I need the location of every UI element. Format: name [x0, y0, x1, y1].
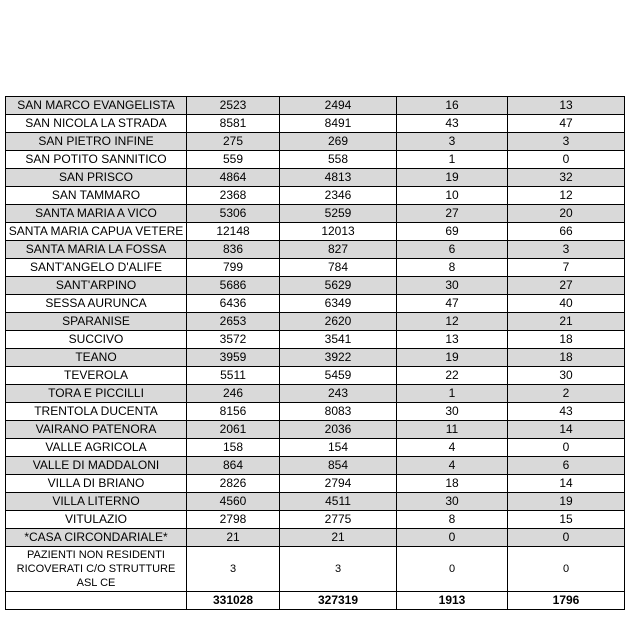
value-col-3: 11 — [397, 421, 508, 439]
value-col-3: 10 — [397, 187, 508, 205]
value-col-1: 864 — [187, 457, 280, 475]
value-col-3: 43 — [397, 115, 508, 133]
value-col-4: 14 — [508, 475, 625, 493]
municipality-name: SPARANISE — [6, 313, 187, 331]
value-col-2: 827 — [280, 241, 397, 259]
totals-value-1: 331028 — [187, 592, 280, 610]
value-col-2: 558 — [280, 151, 397, 169]
totals-row — [6, 592, 625, 610]
value-col-1: 2826 — [187, 475, 280, 493]
value-col-1: 2368 — [187, 187, 280, 205]
value-col-4: 0 — [508, 547, 625, 592]
value-col-4: 15 — [508, 511, 625, 529]
table-row — [6, 277, 625, 295]
value-col-4: 40 — [508, 295, 625, 313]
value-col-1: 5306 — [187, 205, 280, 223]
value-col-3: 0 — [397, 529, 508, 547]
table-row — [6, 367, 625, 385]
value-col-3: 13 — [397, 331, 508, 349]
value-col-4: 7 — [508, 259, 625, 277]
table-row — [6, 223, 625, 241]
value-col-1: 799 — [187, 259, 280, 277]
value-col-2: 3541 — [280, 331, 397, 349]
table-row — [6, 115, 625, 133]
municipality-name: TEVEROLA — [6, 367, 187, 385]
municipality-name: VALLE DI MADDALONI — [6, 457, 187, 475]
value-col-4: 30 — [508, 367, 625, 385]
value-col-2: 269 — [280, 133, 397, 151]
value-col-2: 4813 — [280, 169, 397, 187]
value-col-1: 8156 — [187, 403, 280, 421]
table-row — [6, 97, 625, 115]
value-col-2: 5459 — [280, 367, 397, 385]
value-col-3: 8 — [397, 259, 508, 277]
municipality-name: SESSA AURUNCA — [6, 295, 187, 313]
value-col-1: 6436 — [187, 295, 280, 313]
value-col-4: 47 — [508, 115, 625, 133]
value-col-2: 2794 — [280, 475, 397, 493]
value-col-3: 19 — [397, 349, 508, 367]
value-col-1: 8581 — [187, 115, 280, 133]
value-col-2: 6349 — [280, 295, 397, 313]
value-col-3: 4 — [397, 457, 508, 475]
value-col-1: 3 — [187, 547, 280, 592]
value-col-2: 2494 — [280, 97, 397, 115]
value-col-3: 18 — [397, 475, 508, 493]
municipality-name: SANT'ANGELO D'ALIFE — [6, 259, 187, 277]
value-col-2: 154 — [280, 439, 397, 457]
municipality-name: VITULAZIO — [6, 511, 187, 529]
value-col-4: 32 — [508, 169, 625, 187]
table-row — [6, 457, 625, 475]
value-col-1: 21 — [187, 529, 280, 547]
totals-value-2: 327319 — [280, 592, 397, 610]
table-row — [6, 529, 625, 547]
value-col-4: 21 — [508, 313, 625, 331]
value-col-1: 158 — [187, 439, 280, 457]
value-col-1: 559 — [187, 151, 280, 169]
value-col-3: 0 — [397, 547, 508, 592]
value-col-2: 2775 — [280, 511, 397, 529]
table-row — [6, 151, 625, 169]
table-row — [6, 205, 625, 223]
value-col-4: 6 — [508, 457, 625, 475]
table-row — [6, 439, 625, 457]
table-row — [6, 475, 625, 493]
value-col-2: 12013 — [280, 223, 397, 241]
municipality-name: SAN NICOLA LA STRADA — [6, 115, 187, 133]
municipality-name: SANTA MARIA A VICO — [6, 205, 187, 223]
value-col-4: 18 — [508, 331, 625, 349]
table-row — [6, 385, 625, 403]
municipality-name: SANTA MARIA CAPUA VETERE — [6, 223, 187, 241]
value-col-4: 12 — [508, 187, 625, 205]
table-row — [6, 133, 625, 151]
value-col-3: 6 — [397, 241, 508, 259]
municipality-name: VALLE AGRICOLA — [6, 439, 187, 457]
value-col-3: 3 — [397, 133, 508, 151]
table-row — [6, 295, 625, 313]
value-col-4: 2 — [508, 385, 625, 403]
totals-value-3: 1913 — [397, 592, 508, 610]
municipality-name: *CASA CIRCONDARIALE* — [6, 529, 187, 547]
value-col-3: 12 — [397, 313, 508, 331]
value-col-2: 2620 — [280, 313, 397, 331]
municipality-name: SAN PIETRO INFINE — [6, 133, 187, 151]
totals-label — [6, 592, 187, 610]
municipality-name: TORA E PICCILLI — [6, 385, 187, 403]
municipality-name: SAN MARCO EVANGELISTA — [6, 97, 187, 115]
value-col-3: 30 — [397, 493, 508, 511]
value-col-3: 69 — [397, 223, 508, 241]
value-col-4: 0 — [508, 529, 625, 547]
value-col-1: 4864 — [187, 169, 280, 187]
value-col-1: 836 — [187, 241, 280, 259]
value-col-3: 30 — [397, 277, 508, 295]
municipality-name: TEANO — [6, 349, 187, 367]
table-row — [6, 169, 625, 187]
value-col-2: 3922 — [280, 349, 397, 367]
value-col-2: 4511 — [280, 493, 397, 511]
value-col-2: 854 — [280, 457, 397, 475]
municipality-name: VILLA LITERNO — [6, 493, 187, 511]
value-col-4: 14 — [508, 421, 625, 439]
table-row — [6, 187, 625, 205]
table-row — [6, 511, 625, 529]
table-row — [6, 331, 625, 349]
table-row — [6, 313, 625, 331]
value-col-1: 275 — [187, 133, 280, 151]
value-col-2: 8491 — [280, 115, 397, 133]
value-col-3: 30 — [397, 403, 508, 421]
value-col-1: 2798 — [187, 511, 280, 529]
value-col-2: 21 — [280, 529, 397, 547]
value-col-1: 5686 — [187, 277, 280, 295]
value-col-4: 27 — [508, 277, 625, 295]
municipality-name: SANT'ARPINO — [6, 277, 187, 295]
municipality-name: SAN PRISCO — [6, 169, 187, 187]
municipality-name: SAN POTITO SANNITICO — [6, 151, 187, 169]
municipality-name: VAIRANO PATENORA — [6, 421, 187, 439]
table-row — [6, 403, 625, 421]
value-col-2: 784 — [280, 259, 397, 277]
value-col-2: 243 — [280, 385, 397, 403]
value-col-1: 2061 — [187, 421, 280, 439]
value-col-4: 43 — [508, 403, 625, 421]
value-col-1: 3572 — [187, 331, 280, 349]
municipality-table-container — [5, 96, 625, 610]
value-col-4: 0 — [508, 439, 625, 457]
value-col-4: 20 — [508, 205, 625, 223]
table-row — [6, 493, 625, 511]
value-col-2: 8083 — [280, 403, 397, 421]
municipality-name: PAZIENTI NON RESIDENTI RICOVERATI C/O STRUTTURE ASL CE — [6, 547, 187, 592]
value-col-4: 0 — [508, 151, 625, 169]
municipality-name: SUCCIVO — [6, 331, 187, 349]
value-col-4: 66 — [508, 223, 625, 241]
value-col-1: 3959 — [187, 349, 280, 367]
value-col-3: 8 — [397, 511, 508, 529]
municipality-table — [5, 96, 625, 610]
value-col-3: 27 — [397, 205, 508, 223]
value-col-2: 5259 — [280, 205, 397, 223]
value-col-1: 4560 — [187, 493, 280, 511]
value-col-1: 2653 — [187, 313, 280, 331]
value-col-3: 1 — [397, 385, 508, 403]
value-col-4: 13 — [508, 97, 625, 115]
value-col-2: 3 — [280, 547, 397, 592]
value-col-3: 19 — [397, 169, 508, 187]
value-col-3: 47 — [397, 295, 508, 313]
table-row — [6, 547, 625, 592]
value-col-4: 3 — [508, 241, 625, 259]
table-row — [6, 349, 625, 367]
value-col-1: 12148 — [187, 223, 280, 241]
table-row — [6, 421, 625, 439]
value-col-1: 5511 — [187, 367, 280, 385]
value-col-1: 246 — [187, 385, 280, 403]
municipality-name: VILLA DI BRIANO — [6, 475, 187, 493]
municipality-name: TRENTOLA DUCENTA — [6, 403, 187, 421]
value-col-1: 2523 — [187, 97, 280, 115]
value-col-4: 3 — [508, 133, 625, 151]
value-col-3: 4 — [397, 439, 508, 457]
value-col-3: 22 — [397, 367, 508, 385]
value-col-3: 16 — [397, 97, 508, 115]
value-col-2: 5629 — [280, 277, 397, 295]
table-row — [6, 259, 625, 277]
table-row — [6, 241, 625, 259]
municipality-name: SAN TAMMARO — [6, 187, 187, 205]
table-body — [6, 97, 625, 610]
value-col-2: 2346 — [280, 187, 397, 205]
value-col-2: 2036 — [280, 421, 397, 439]
totals-value-4: 1796 — [508, 592, 625, 610]
value-col-4: 18 — [508, 349, 625, 367]
municipality-name: SANTA MARIA LA FOSSA — [6, 241, 187, 259]
value-col-3: 1 — [397, 151, 508, 169]
value-col-4: 19 — [508, 493, 625, 511]
